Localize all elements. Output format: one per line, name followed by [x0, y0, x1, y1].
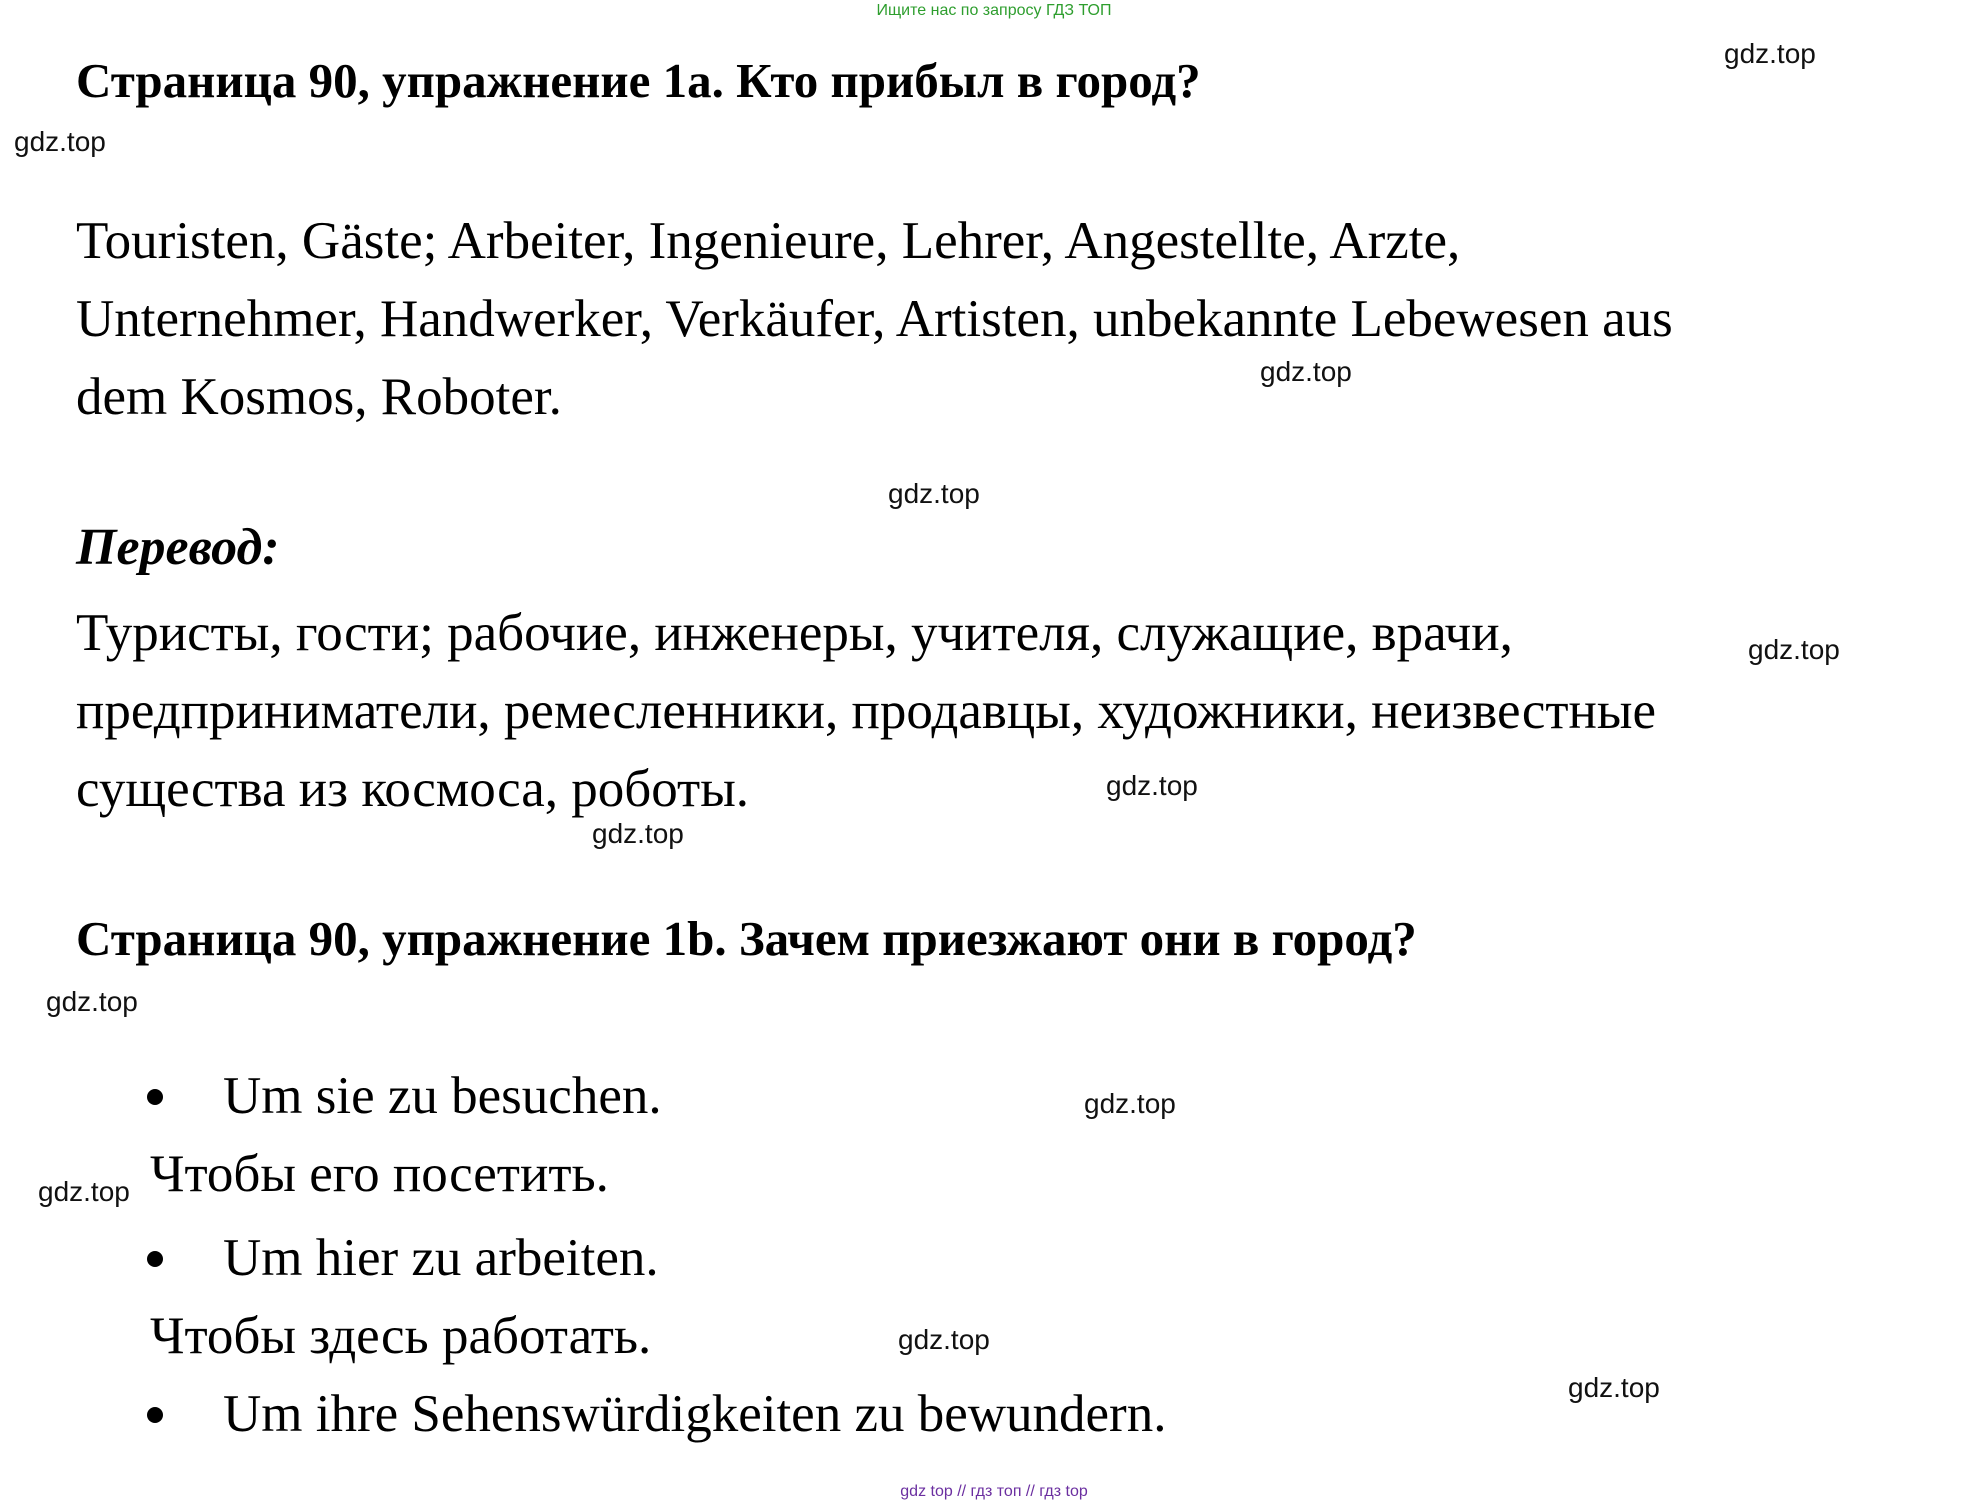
list-item-german: Um ihre Sehenswürdigkeiten zu bewundern. — [223, 1385, 1167, 1443]
bullet-icon — [147, 1251, 163, 1267]
bullet-icon — [147, 1089, 163, 1105]
section2-heading: Страница 90, упражнение 1b. Зачем приезжают они в город? — [76, 911, 1417, 966]
watermark: gdz.top — [592, 818, 684, 849]
list-item-german: Um sie zu besuchen. — [223, 1067, 662, 1125]
list-item — [147, 1228, 659, 1288]
list-item-translation: Чтобы его посетить. — [150, 1145, 609, 1203]
watermark: gdz.top — [1106, 770, 1198, 801]
watermark: gdz.top — [888, 478, 980, 509]
watermark: gdz.top — [1748, 634, 1840, 665]
translation-label: Перевод: — [76, 519, 280, 576]
section1-line-3: dem Kosmos, Roboter. — [76, 368, 562, 426]
list-item-translation: Чтобы здесь работать. — [150, 1307, 652, 1365]
watermark: gdz.top — [1724, 38, 1816, 69]
list-item — [147, 1066, 662, 1126]
footer-watermark: gdz top // гдз топ // гдз top — [900, 1483, 1088, 1500]
list-item — [147, 1384, 1166, 1444]
section1-heading: Страница 90, упражнение 1a. Кто прибыл в город? — [76, 53, 1201, 108]
watermark: gdz.top — [1568, 1372, 1660, 1403]
translation-line-3: существа из космоса, роботы. — [76, 760, 750, 818]
translation-line-2: предприниматели, ремесленники, продавцы, художники, неизвестные — [76, 682, 1657, 740]
translation-line-1: Туристы, гости; рабочие, инженеры, учителя, служащие, врачи, — [76, 604, 1513, 662]
watermark: gdz.top — [1260, 356, 1352, 387]
watermark: gdz.top — [898, 1324, 990, 1355]
section1-line-2: Unternehmer, Handwerker, Verkäufer, Artisten, unbekannte Lebewesen aus — [76, 290, 1673, 348]
watermark: gdz.top — [46, 986, 138, 1017]
section1-line-1: Touristen, Gäste; Arbeiter, Ingenieure, Lehrer, Angestellte, Arzte, — [76, 212, 1461, 270]
bullet-icon — [147, 1407, 163, 1423]
list-item-german: Um hier zu arbeiten. — [223, 1229, 659, 1287]
watermark: gdz.top — [1084, 1088, 1176, 1119]
watermark: gdz.top — [38, 1176, 130, 1207]
top-banner: Ищите нас по запросу ГДЗ ТОП — [876, 2, 1112, 19]
watermark: gdz.top — [14, 126, 106, 157]
